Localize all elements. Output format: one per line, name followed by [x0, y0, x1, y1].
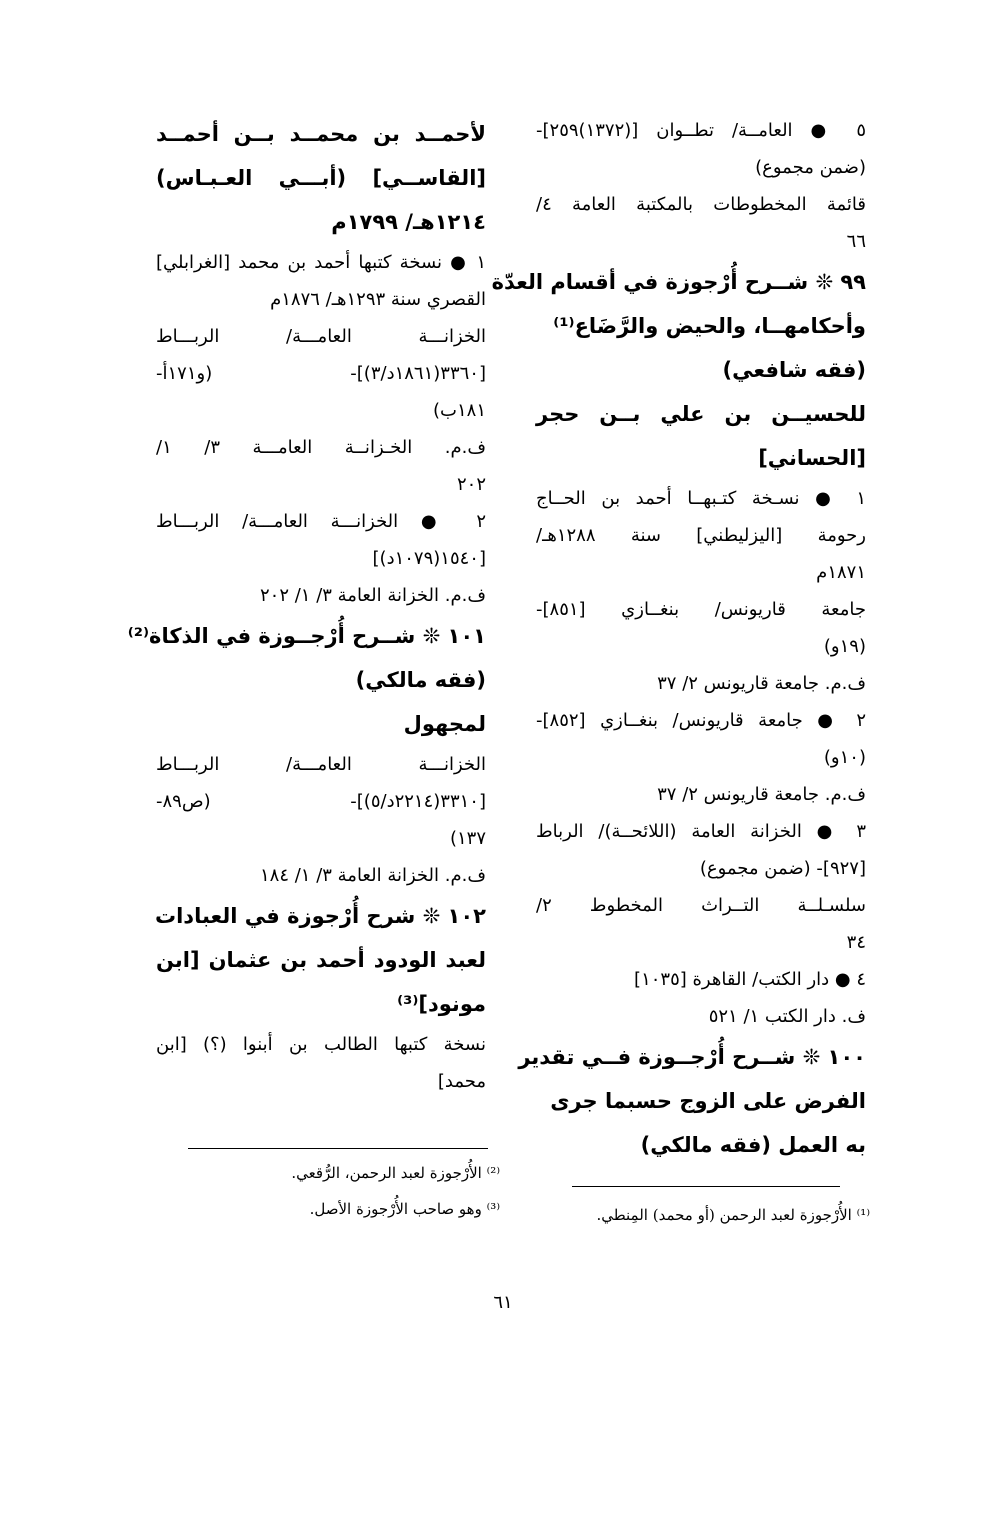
- right-column-line: ٥ ● العامــة/ تطــوان [(١٣٧٢)٢٥٩]-: [536, 120, 866, 141]
- right-column-line: قائمة المخطوطات بالمكتبة العامة ٤/: [536, 194, 866, 215]
- right-column-line: وأحكامهــا، والحيض والرَّضَاع⁽¹⁾: [553, 314, 866, 338]
- right-column-line: ٣ ● الخزانة العامة (اللائحــة)/ الرباط: [536, 821, 866, 842]
- right-column-line: ف.م. جامعة قاريونس ٢/ ٣٧: [657, 784, 866, 805]
- right-column-line: ٩٩ ❊ شــرح أُرْجوزة في أقسام العدّة: [491, 270, 866, 294]
- right-column-line: ١ ● نسـخة كتـبهــا أحمد بن الحــاج: [536, 488, 866, 509]
- right-column-line: (ضمن مجموع): [755, 157, 866, 178]
- footnote-1: ⁽¹⁾ الأُرْجوزة لعبد الرحمن (أو محمد) المِنطي.: [596, 1206, 870, 1224]
- left-column-line: القصري سنة ١٢٩٣هـ/ ١٨٧٦م: [270, 289, 486, 310]
- footnote-rule-right: [572, 1186, 840, 1187]
- right-column-line: (١٩و): [823, 636, 866, 657]
- left-column-line: الخزانـــة العامـــة/ الربـــاط: [156, 326, 486, 347]
- left-column-line: لعبد الودود أحمد بن عثمان [ابن: [156, 948, 486, 972]
- right-column-line: ف.م. جامعة قاريونس ٢/ ٣٧: [657, 673, 866, 694]
- right-column-line: ٣٤: [846, 932, 866, 953]
- left-column-line: ف.م. الخزانة العامة ٣/ ١/ ١٨٤: [259, 865, 486, 886]
- right-column-line: [٩٢٧]- (ضمن مجموع): [699, 858, 866, 879]
- left-column-line: نسخة كتبها الطالب بن أبنوا (؟) [ابن: [156, 1034, 486, 1055]
- footnote-3: ⁽³⁾ وهو صاحب الأُرْجوزة الأصل.: [309, 1200, 500, 1218]
- left-column-line: ١ ● نسخة كتبها أحمد بن محمد [الغرابلي]: [156, 252, 486, 273]
- left-column-line: ف.م. الخزانة العامة ٣/ ١/ ٢٠٢: [259, 585, 486, 606]
- right-column-line: ٤ ● دار الكتب/ القاهرة [١٠٣٥]: [634, 969, 866, 990]
- right-column-line: ف. دار الكتب ١/ ٥٢١: [708, 1006, 866, 1027]
- footnote-2: ⁽²⁾ الأُرْجوزة لعبد الرحمن، الرُّقعي.: [291, 1164, 500, 1182]
- right-column-line: سلسـلــة التــراث المخطوط ٢/: [536, 895, 866, 916]
- right-column-line: ٢ ● جامعة قاريونس/ بنغــازي [٨٥٢]-: [536, 710, 866, 731]
- left-column-line: [القاســي] (أبـــي العـبـاس): [156, 166, 486, 190]
- left-column-line: لأحمــد بن محمــد بــن أحمــد: [156, 122, 486, 146]
- left-column-line: ف.م. الخـزانــة العامـــة ٣/ ١/: [156, 437, 486, 458]
- left-column-line: ٢ ● الخزانـــة العامـــة/ الربـــاط: [156, 511, 486, 532]
- left-column-line: ١٨١ب): [433, 400, 486, 421]
- right-column-line: للحسيــن بن علي بــن حجر: [536, 402, 866, 426]
- left-column-line: ١٠١ ❊ شــرح أُرْجــوزة في الذكاة⁽²⁾: [127, 624, 486, 648]
- right-column-line: رحومة [اليزليطني] سنة ١٢٨٨هـ/: [536, 525, 866, 546]
- right-column-line: ١٠٠ ❊ شــرح أُرْجــوزة فــي تقدير: [518, 1045, 866, 1069]
- right-column-line: الفرض على الزوج حسبما جرى: [550, 1089, 866, 1113]
- left-column-line: [٣٣١٠(٢٢١٤د/٥)]- (ص٨٩-: [156, 791, 486, 812]
- left-column-line: ١٣٧): [449, 828, 486, 849]
- left-column-line: الخزانـــة العامـــة/ الربـــاط: [156, 754, 486, 775]
- right-column-line: [الحساني]: [758, 446, 866, 470]
- left-column-line: [٣٣٦٠(١٨٦١د/٣)]- (و١٧١أ-: [156, 363, 486, 384]
- right-column-line: ٦٦: [846, 231, 866, 252]
- right-column-line: (١٠و): [823, 747, 866, 768]
- right-column-line: ١٨٧١م: [816, 562, 866, 583]
- left-column-line: [١٥٤٠(١٠٧٩د)]: [372, 548, 486, 569]
- right-column-line: به العمل (فقه مالكي): [640, 1133, 866, 1157]
- left-column-line: لمجهول: [403, 712, 486, 736]
- left-column-line: محمد]: [437, 1071, 486, 1092]
- left-column-line: ١٠٢ ❊ شرح أُرْجوزة في العبادات: [155, 904, 486, 928]
- right-column-line: جامعة قاريونس/ بنغــازي [٨٥١]-: [536, 599, 866, 620]
- left-column-line: ١٢١٤هـ/ ١٧٩٩م: [331, 210, 486, 234]
- right-column: [491, 112, 866, 1167]
- page-number: ٦١: [493, 1292, 513, 1313]
- right-column-line: (فقه شافعي): [722, 358, 866, 382]
- left-column-line: (فقه مالكي): [355, 668, 486, 692]
- footnote-rule-left: [188, 1148, 488, 1149]
- left-column-line: مونود]⁽³⁾: [397, 992, 486, 1016]
- left-column: [127, 112, 486, 1100]
- left-column-line: ٢٠٢: [456, 474, 486, 495]
